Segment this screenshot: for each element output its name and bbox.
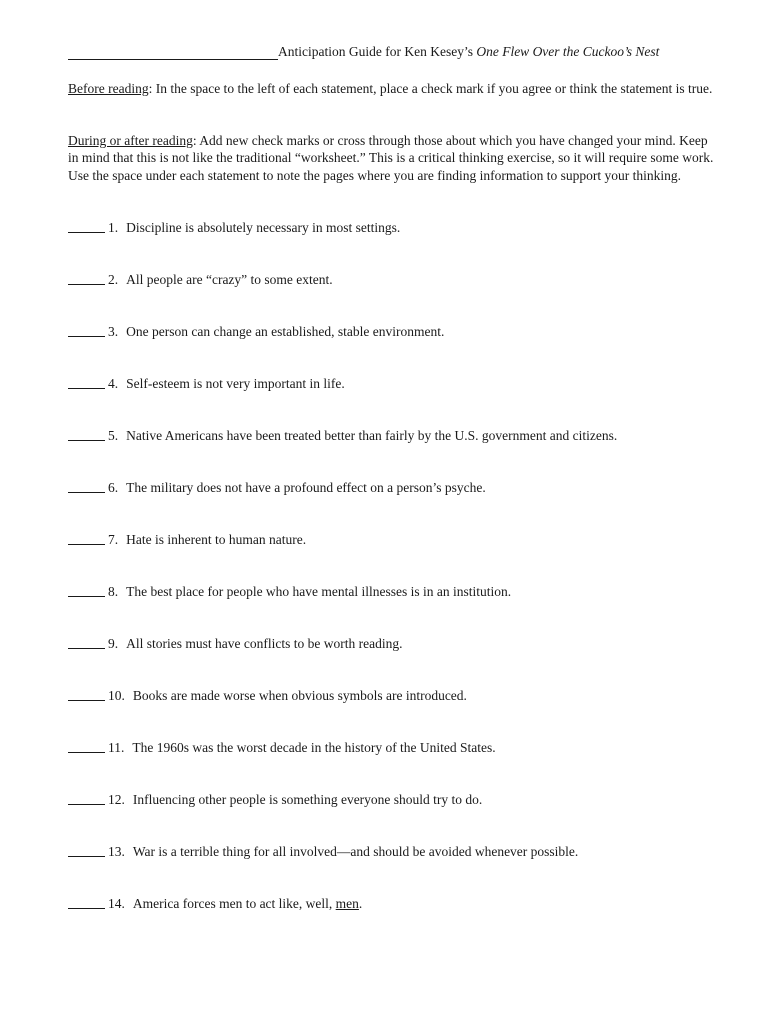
statement-text: Discipline is absolutely necessary in most settings.	[126, 220, 401, 235]
statement-text: The military does not have a profound effect on a person’s psyche.	[126, 480, 486, 495]
worksheet-header	[68, 44, 708, 60]
statement-number: 8.	[108, 584, 119, 599]
statement-number: 7.	[108, 532, 119, 547]
statement-item	[68, 271, 728, 323]
statement-item	[68, 375, 728, 427]
check-blank[interactable]	[68, 583, 105, 597]
statement-item	[68, 479, 728, 531]
statement-text: Influencing other people is something everyone should try to do.	[132, 792, 483, 807]
statement-number: 12.	[108, 792, 125, 807]
statement-text: One person can change an established, stable environment.	[126, 324, 445, 339]
statement-number: 6.	[108, 480, 119, 495]
statement-item	[68, 531, 728, 583]
check-blank[interactable]	[68, 219, 105, 233]
statement-item	[68, 791, 728, 843]
statement-number: 10.	[108, 688, 125, 703]
during-reading-instructions	[68, 132, 718, 184]
statement-item	[68, 895, 728, 947]
statement-number: 5.	[108, 428, 119, 443]
statement-text: The 1960s was the worst decade in the history of the United States.	[132, 740, 496, 755]
statement-item	[68, 635, 728, 687]
statement-number: 3.	[108, 324, 119, 339]
during-reading-text: : Add new check marks or cross through those about which you have changed your mind. Keep in mind that this is not like the traditional “worksheet.” This is a critical thinking exercise, so it will require some work. Use the space under each statement to note the pages where you are finding information to support your thinking.	[68, 133, 714, 183]
statement-number: 13.	[108, 844, 125, 859]
statement-number: 11.	[108, 740, 125, 755]
statement-text: War is a terrible thing for all involved—and should be avoided whenever possible.	[132, 844, 579, 859]
statement-number: 1.	[108, 220, 119, 235]
statement-text: The best place for people who have mental illnesses is in an institution.	[126, 584, 512, 599]
check-blank[interactable]	[68, 895, 105, 909]
statement-text: Books are made worse when obvious symbols are introduced.	[132, 688, 467, 703]
check-blank[interactable]	[68, 427, 105, 441]
check-blank[interactable]	[68, 375, 105, 389]
statement-text: Hate is inherent to human nature.	[126, 532, 307, 547]
statement-number: 2.	[108, 272, 119, 287]
name-blank-line[interactable]	[68, 45, 278, 60]
statement-text: America forces men to act like, well,	[132, 896, 336, 911]
before-reading-text: : In the space to the left of each statement, place a check mark if you agree or think the statement is true.	[148, 81, 713, 96]
statement-item	[68, 323, 728, 375]
check-blank[interactable]	[68, 739, 105, 753]
check-blank[interactable]	[68, 531, 105, 545]
check-blank[interactable]	[68, 687, 105, 701]
check-blank[interactable]	[68, 635, 105, 649]
statement-number: 14.	[108, 896, 125, 911]
statement-text: Native Americans have been treated better than fairly by the U.S. government and citizens.	[126, 428, 618, 443]
check-blank[interactable]	[68, 843, 105, 857]
before-reading-label: Before reading	[68, 81, 149, 96]
statement-item	[68, 583, 728, 635]
statement-emphasis: men	[335, 896, 359, 911]
statement-item	[68, 843, 728, 895]
statement-text: All stories must have conflicts to be worth reading.	[126, 636, 403, 651]
check-blank[interactable]	[68, 323, 105, 337]
check-blank[interactable]	[68, 479, 105, 493]
check-blank[interactable]	[68, 791, 105, 805]
title-prefix: Anticipation Guide for Ken Kesey’s	[278, 44, 477, 59]
worksheet-title	[278, 44, 659, 60]
before-reading-instructions	[68, 80, 718, 97]
statement-number: 9.	[108, 636, 119, 651]
during-reading-label: During or after reading	[68, 133, 193, 148]
statement-number: 4.	[108, 376, 119, 391]
statement-text: All people are “crazy” to some extent.	[126, 272, 333, 287]
statement-tail: .	[358, 896, 363, 911]
book-title: One Flew Over the Cuckoo’s Nest	[476, 44, 660, 59]
statement-item	[68, 687, 728, 739]
statement-item	[68, 219, 728, 271]
statement-list	[68, 219, 728, 947]
check-blank[interactable]	[68, 271, 105, 285]
statement-item	[68, 427, 728, 479]
statement-text: Self-esteem is not very important in life.	[126, 376, 345, 391]
statement-item	[68, 739, 728, 791]
